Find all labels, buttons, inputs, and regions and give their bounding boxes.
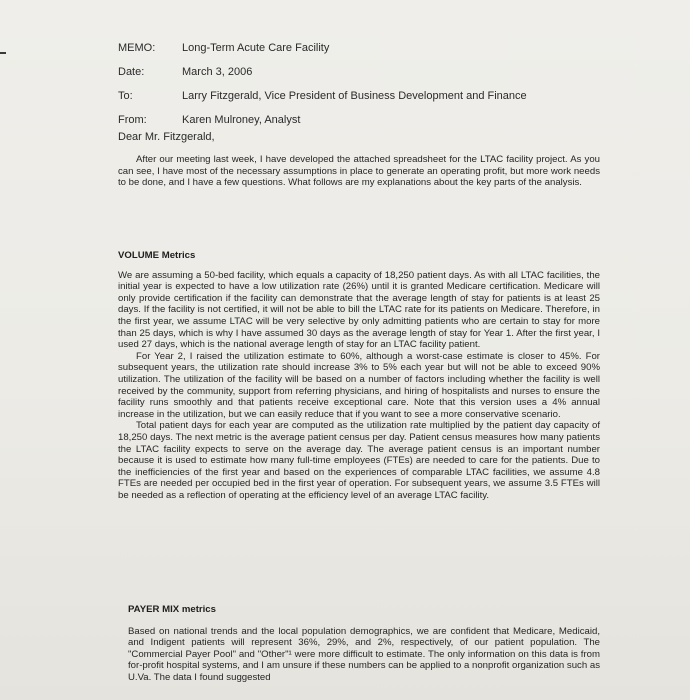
payer-section [128,604,600,684]
payer-paragraph-1: Based on national trends and the local population demographics, we are confident that Medicare, Medicaid, and Indigent patients will represent 36%, 29%, and 2%, respectively, of our patient population. The "Commercial Payer Pool" and "Other"¹ were more difficult to estimate. The only information on this data is from for-profit hospital systems, and I am unsure if these numbers can be applied to a nonprofit organization such as U.Va. The data I found suggested [128,625,600,683]
volume-paragraph-1: We are assuming a 50-bed facility, which equals a capacity of 18,250 patient days. As with all LTAC facilities, the initial year is expected to have a low utilization rate (26%) until it is granted Medicare certification. Medicare will only provide certification if the facility can demonstrate that the average length of stay for patients is at least 25 days. If the facility is not certified, it will not be able to bill the LTAC rate for its patients on Medicare. Therefore, in the first year, we assume LTAC will be very selective by only admitting patients who are certain to stay for more than 25 days, which is why I have assumed 30 days as the average length of stay for Year 1. After the first year, I used 27 days, which is the national average length of stay for an LTAC facility patient. [118,269,600,351]
date-label: Date: [118,66,145,78]
memo-row [118,36,638,60]
page-edge-mark [0,52,6,54]
from-row [118,108,638,132]
memo-label: MEMO: [118,42,156,54]
volume-section [118,250,600,501]
to-row [118,84,638,108]
volume-paragraph-2: For Year 2, I raised the utilization estimate to 60%, although a worst-case estimate is closer to 45%. For subsequent years, the utilization rate should increase 3% to 5% each year but will not be able to exceed 90% utilization. The utilization of the facility will be based on a number of factors including whether the facility is well received by the community, support from referring physicians, and hiring of hospitalists and nurses to ensure the facility runs smoothly and that patients receive exceptional care. Note that this version uses a 4% annual increase in the utilization, but we can easily reduce that if you want to see a more conservative scenario. [118,350,600,420]
volume-title: VOLUME Metrics [118,250,196,261]
salutation: Dear Mr. Fitzgerald, [118,131,215,143]
intro-section [118,154,600,189]
to-value: Larry Fitzgerald, Vice President of Business Development and Finance [182,90,527,102]
from-value: Karen Mulroney, Analyst [182,114,301,126]
to-label: To: [118,90,133,102]
payer-title: PAYER MIX metrics [128,604,216,615]
page-bottom-shade [0,686,690,700]
date-value: March 3, 2006 [182,66,253,78]
from-label: From: [118,114,147,126]
memo-subject: Long-Term Acute Care Facility [182,42,330,54]
intro-paragraph: After our meeting last week, I have developed the attached spreadsheet for the LTAC facility project. As you can see, I have most of the necessary assumptions in place to generate an operating profit, but more work needs to be done, and I have a few questions. What follows are my explanations about the key parts of the analysis. [118,154,600,189]
memo-header [118,36,638,132]
volume-paragraph-3: Total patient days for each year are computed as the utilization rate multiplied by the patient day capacity of 18,250 days. The next metric is the average patient census per day. Patient census measures how many patients the LTAC facility expects to serve on the average day. The average patient census is an important number because it is used to estimate how many full-time employees (FTEs) are needed to care for the patients. Due to the inefficiencies of the first year and based on the experiences of comparable LTAC facilities, we assume 4.8 FTEs are needed per occupied bed in the first year of operation. For subsequent years, we assume 3.5 FTEs will be needed as a reflection of operating at the efficiency level of an average LTAC facility. [118,420,600,501]
date-row [118,60,638,84]
